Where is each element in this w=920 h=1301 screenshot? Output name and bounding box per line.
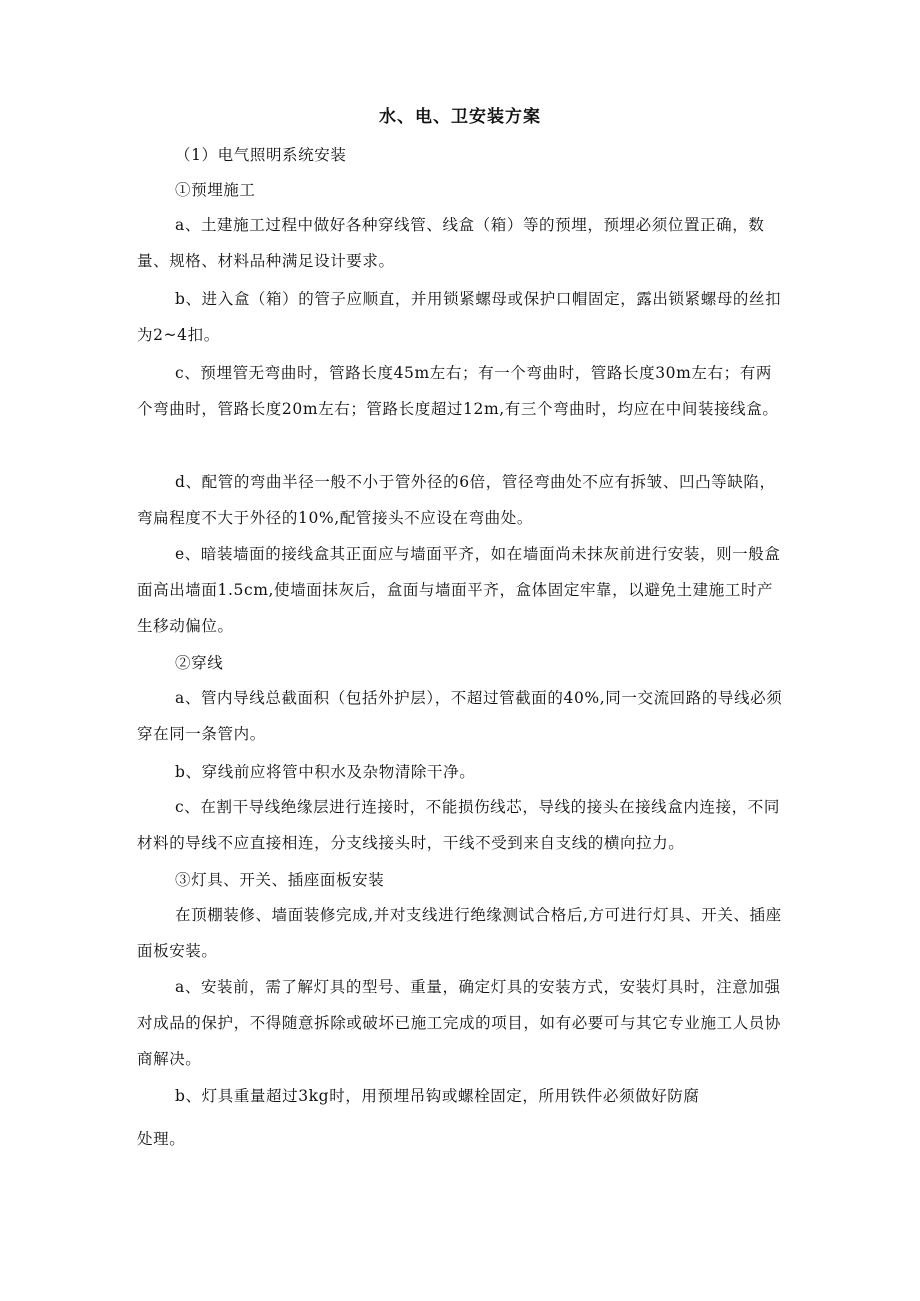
paragraph-fixtures-a: a、安装前，需了解灯具的型号、重量，确定灯具的安装方式，安装灯具时，注意加强对成品的保护，不得随意拆除或破坏已施工完成的项目，如有必要可与其它专业施工人员协商解决。 <box>137 978 782 1068</box>
subheading-wiring: ②穿线 <box>175 654 224 672</box>
paragraph-fixtures-b: b、灯具重量超过3kg时，用预埋吊钩或螺栓固定，所用铁件必须做好防腐 <box>175 1087 700 1105</box>
subheading-embedding: ①预埋施工 <box>175 181 256 199</box>
document-title: 水、电、卫安装方案 <box>379 107 541 127</box>
section-heading-electrical-lighting: （1）电气照明系统安装 <box>175 146 347 164</box>
paragraph-embed-c: c、预埋管无弯曲时，管路长度45m左右；有一个弯曲时，管路长度30m左右；有两个弯曲时，管路长度20m左右；管路长度超过12m,有三个弯曲时，均应在中间装接线盒。 <box>137 364 779 418</box>
paragraph-embed-b: b、进入盒（箱）的管子应顺直，并用锁紧螺母或保护口帽固定，露出锁紧螺母的丝扣为2~4扣。 <box>137 290 782 344</box>
paragraph-fixtures-b-continued: 处理。 <box>137 1130 186 1148</box>
paragraph-embed-e: e、暗装墙面的接线盒其正面应与墙面平齐，如在墙面尚未抹灰前进行安装，则一般盒面高出墙面1.5cm,使墙面抹灰后，盒面与墙面平齐，盒体固定牢靠，以避免土建施工时产生移动偏位。 <box>137 545 781 635</box>
paragraph-wiring-b: b、穿线前应将管中积水及杂物清除干净。 <box>175 763 476 781</box>
paragraph-wiring-c: c、在割干导线绝缘层进行连接时，不能损伤线芯，导线的接头在接线盒内连接，不同材料的导线不应直接相连，分支线接头时，干线不受到来自支线的横向拉力。 <box>137 798 780 852</box>
paragraph-fixtures-intro: 在顶棚装修、墙面装修完成,并对支线进行绝缘测试合格后,方可进行灯具、开关、插座面板安装。 <box>137 906 782 960</box>
paragraph-embed-d: d、配管的弯曲半径一般不小于管外径的6倍，管径弯曲处不应有拆皱、凹凸等缺陷，弯扁程度不大于外径的10%,配管接头不应设在弯曲处。 <box>137 473 776 527</box>
paragraph-wiring-a: a、管内导线总截面积（包括外护层），不超过管截面的40%,同一交流回路的导线必须穿在同一条管内。 <box>137 689 783 743</box>
paragraph-embed-a: a、土建施工过程中做好各种穿线管、线盒（箱）等的预埋，预埋必须位置正确，数量、规格、材料品种满足设计要求。 <box>137 216 765 270</box>
subheading-fixtures: ③灯具、开关、插座面板安装 <box>175 871 385 889</box>
